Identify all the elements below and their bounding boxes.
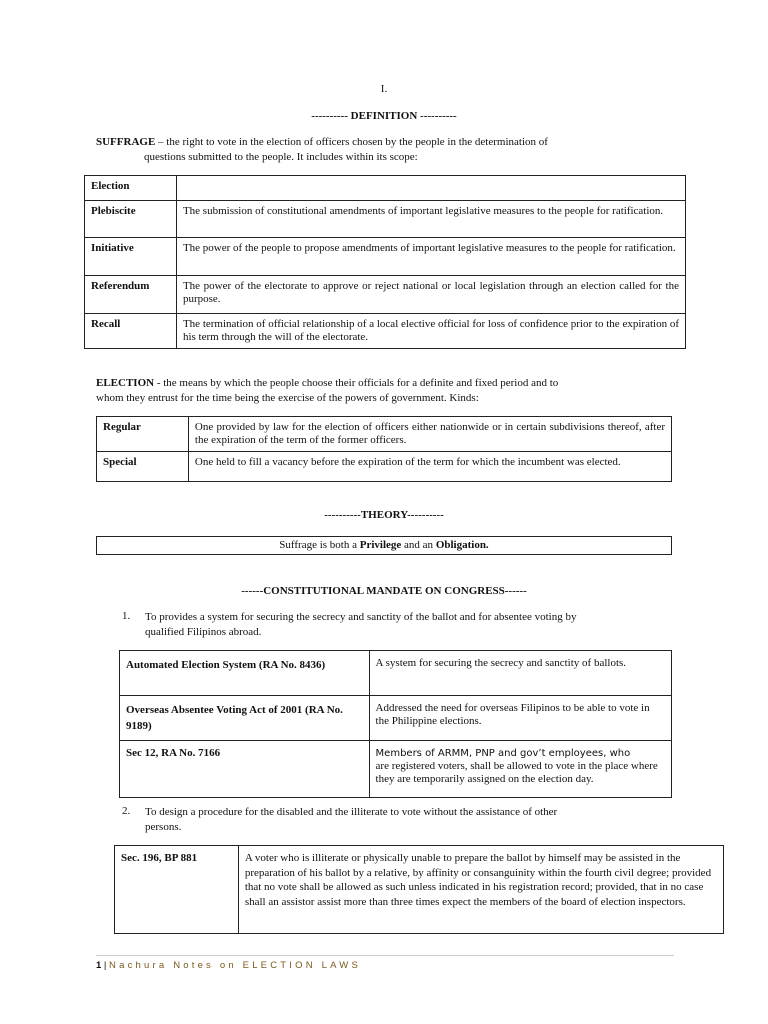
mandate-table-2	[114, 845, 724, 934]
scope-desc-recall: The termination of official relationship of a local elective official for loss of confidence prior to the expiration of his term through the will of the electorate.	[176, 314, 685, 349]
election-paragraph	[96, 376, 696, 406]
definition-heading: ---------- DEFINITION ----------	[311, 110, 457, 122]
mandate-item1-line2: qualified Filipinos abroad.	[145, 626, 262, 638]
scope-term-plebiscite: Plebiscite	[85, 201, 177, 238]
table-row	[97, 452, 672, 482]
scope-desc-plebiscite: The submission of constitutional amendments of important legislative measures to the people for ratification.	[176, 201, 685, 238]
table-row	[85, 201, 686, 238]
election-kinds-table	[96, 416, 672, 482]
law-desc-sec12-ra7166	[369, 741, 671, 798]
footer-divider	[96, 955, 674, 956]
law-sec196-bp881: Sec. 196, BP 881	[115, 846, 239, 934]
footer-title: Nachura Notes on ELECTION LAWS	[109, 960, 361, 971]
table-row	[97, 417, 672, 452]
table-row	[85, 276, 686, 314]
mandate-item1	[145, 610, 685, 640]
law-overseas-absentee-voting: Overseas Absentee Voting Act of 2001 (RA No. 9189)	[120, 696, 370, 741]
theory-heading: ----------THEORY----------	[324, 509, 444, 521]
scope-term-election: Election	[85, 176, 177, 201]
election-text-line2: whom they entrust for the time being the exercise of the powers of government. Kinds:	[96, 392, 479, 404]
kind-desc-regular: One provided by law for the election of officers either nationwide or in certain subdivisions thereof, after the expiration of the term of the former officers.	[188, 417, 671, 452]
law-desc-overseas-absentee-voting: Addressed the need for overseas Filipinos to be able to vote in the Philippine elections.	[369, 696, 671, 741]
suffrage-paragraph	[96, 135, 696, 165]
law-automated-election-system: Automated Election System (RA No. 8436)	[120, 651, 370, 696]
scope-table	[84, 175, 686, 349]
mandate-item1-line1: To provides a system for securing the secrecy and sanctity of the ballot and for absentee voting by	[145, 611, 577, 623]
law-sec12-ra7166: Sec 12, RA No. 7166	[120, 741, 370, 798]
scope-desc-referendum: The power of the electorate to approve or reject national or local legislation through an election called for the purpose.	[176, 276, 685, 314]
theory-obligation: Obligation.	[435, 539, 489, 551]
law-desc-automated-election-system: A system for securing the secrecy and sanctity of ballots.	[369, 651, 671, 696]
table-row	[85, 314, 686, 349]
mandate-item2-line2: persons.	[145, 821, 182, 833]
page-footer	[96, 960, 361, 971]
theory-box	[96, 536, 672, 555]
law-desc-sec12-rest: are registered voters, shall be allowed to vote in the place where they are temporarily assigned on the election day.	[375, 760, 658, 785]
table-row	[120, 741, 672, 798]
kind-term-regular: Regular	[97, 417, 189, 452]
kind-desc-special: One held to fill a vacancy before the expiration of the term for which the incumbent was elected.	[188, 452, 671, 482]
mandate-heading: ------CONSTITUTIONAL MANDATE ON CONGRESS------	[241, 585, 527, 597]
page-roman-numeral: I.	[380, 83, 388, 95]
table-row	[120, 651, 672, 696]
scope-term-recall: Recall	[85, 314, 177, 349]
mandate-item2	[145, 805, 685, 835]
mandate-item2-number: 2.	[122, 805, 131, 817]
election-text-line1: - the means by which the people choose their officials for a definite and fixed period and to	[154, 377, 559, 389]
theory-and: and an	[401, 539, 436, 551]
scope-desc-election	[176, 176, 685, 201]
footer-page-number: 1	[96, 960, 102, 971]
scope-term-initiative: Initiative	[85, 238, 177, 276]
footer-separator: |	[101, 960, 110, 971]
theory-text-prefix: Suffrage is both a	[279, 539, 360, 551]
table-row	[115, 846, 724, 934]
mandate-table-1	[119, 650, 672, 798]
mandate-item1-number: 1.	[122, 610, 131, 622]
suffrage-text-line1: – the right to vote in the election of officers chosen by the people in the determination of	[155, 136, 548, 148]
table-row	[85, 176, 686, 201]
law-desc-sec12-head: Members of ARMM, PNP and gov’t employees, who	[375, 748, 631, 759]
suffrage-text-line2: questions submitted to the people. It includes within its scope:	[144, 151, 418, 163]
suffrage-term: SUFFRAGE	[96, 136, 156, 148]
law-desc-sec196-bp881: A voter who is illiterate or physically unable to prepare the ballot by himself may be assisted in the preparation of his ballot by a relative, by affinity or consanguinity within the fourth civil degree; provided that no vote shall be allowed as such unless indicated in his registration record; provided, that in no case shall an assistor assist more than three times expect the members of the board of election inspectors.	[238, 846, 723, 934]
election-term: ELECTION	[96, 377, 155, 389]
scope-term-referendum: Referendum	[85, 276, 177, 314]
kind-term-special: Special	[97, 452, 189, 482]
mandate-item2-line1: To design a procedure for the disabled and the illiterate to vote without the assistance of other	[145, 806, 558, 818]
scope-desc-initiative: The power of the people to propose amendments of important legislative measures to the people for ratification.	[176, 238, 685, 276]
theory-privilege: Privilege	[359, 539, 402, 551]
table-row	[120, 696, 672, 741]
table-row	[85, 238, 686, 276]
